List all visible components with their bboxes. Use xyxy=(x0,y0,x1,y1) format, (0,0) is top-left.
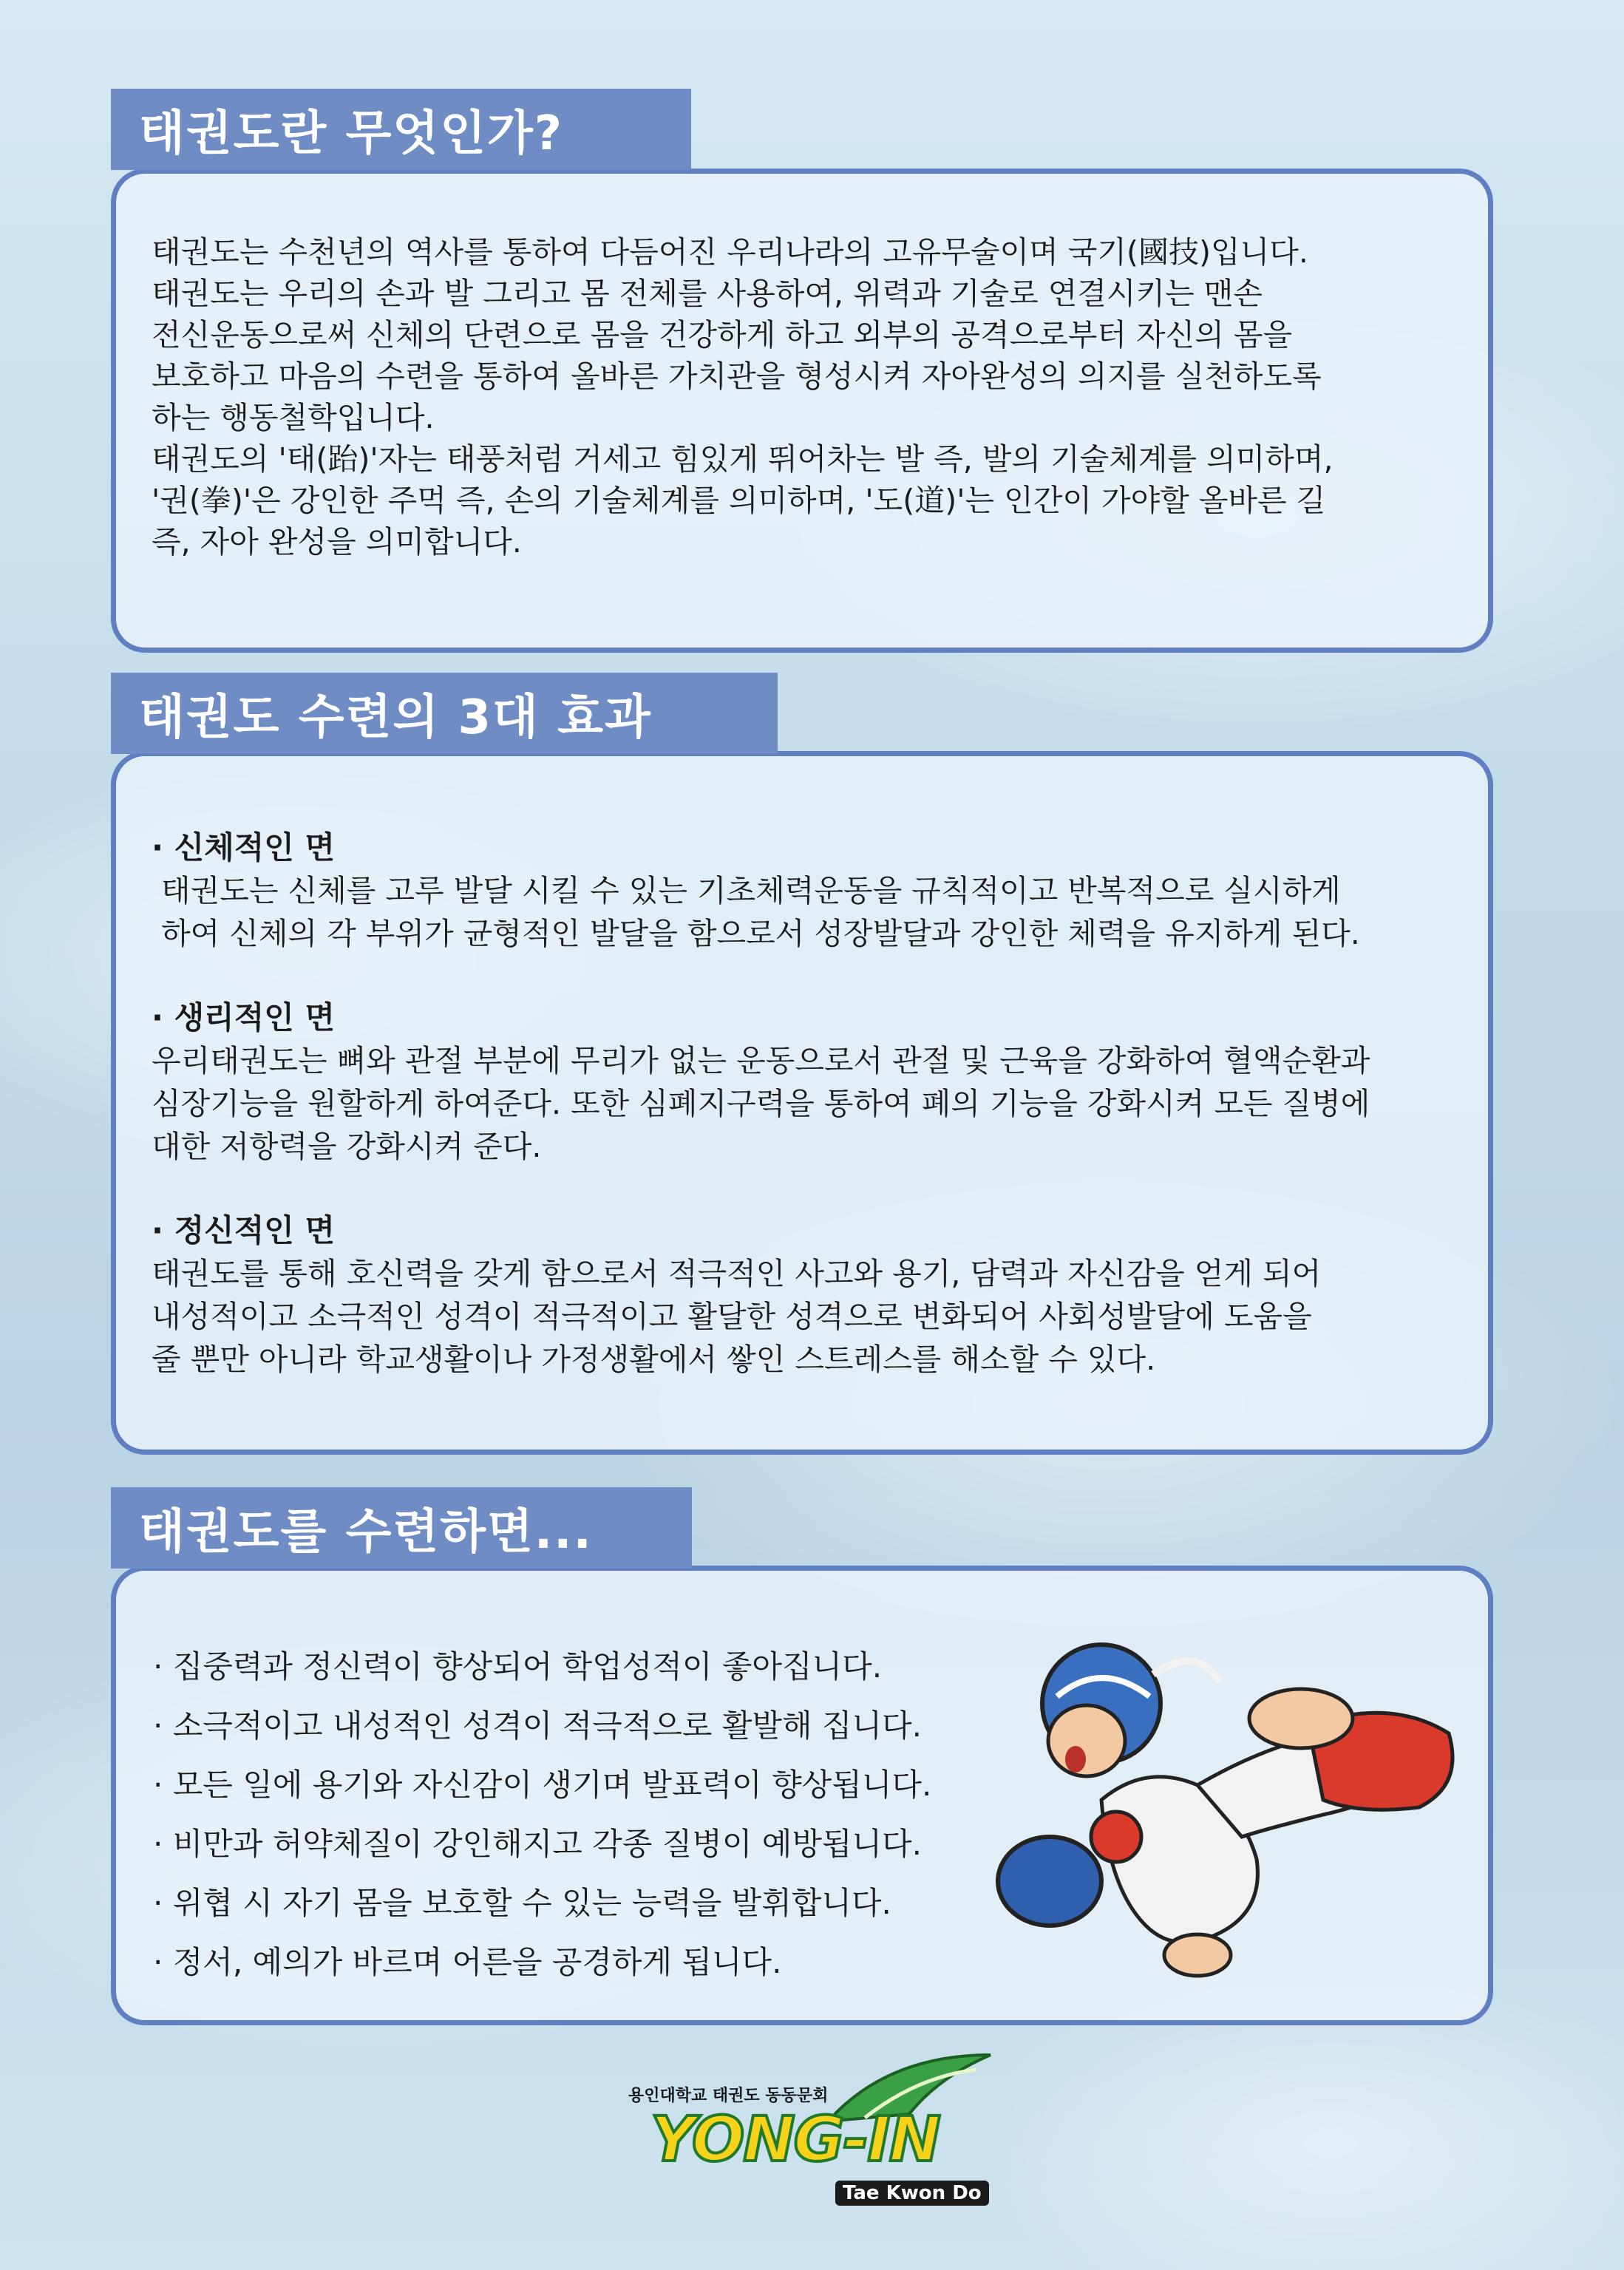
benefit-item: · 모든 일에 용기와 자신감이 생기며 발표력이 향상됩니다. xyxy=(153,1767,932,1803)
logo-caption: 용인대학교 태권도 동동문회 xyxy=(628,2087,829,2105)
section-box-three-effects xyxy=(111,751,1493,1455)
body-line: 전신운동으로써 신체의 단련으로 몸을 건강하게 하고 외부의 공격으로부터 자신의 몸을 xyxy=(152,317,1293,353)
body-line: 태권도를 통해 호신력을 갖게 함으로서 적극적인 사고와 용기, 담력과 자신감을 얻게 되어 xyxy=(152,1256,1322,1291)
body-line: 심장기능을 원할하게 하여준다. 또한 심폐지구력을 통하여 폐의 기능을 강화시켜 모든 질병에 xyxy=(152,1086,1370,1121)
body-line: 하는 행동철학입니다. xyxy=(152,400,435,435)
body-line: 태권도는 우리의 손과 발 그리고 몸 전체를 사용하여, 위력과 기술로 연결시키는 맨손 xyxy=(152,276,1263,311)
body-line: 대한 저항력을 강화시켜 준다. xyxy=(152,1129,542,1164)
body-line: 우리태권도는 뼈와 관절 부분에 무리가 없는 운동으로서 관절 및 근육을 강화하여 혈액순환과 xyxy=(152,1043,1370,1078)
section-title-tab xyxy=(111,1487,692,1569)
body-line: 보호하고 마음의 수련을 통하여 올바른 가치관을 형성시켜 자아완성의 의지를 실천하도록 xyxy=(152,358,1322,394)
logo-wordmark: YONG-IN xyxy=(650,2103,940,2175)
effect-heading-physiological: · 생리적인 면 xyxy=(152,999,336,1036)
section-title-tab xyxy=(111,673,778,754)
benefit-item: · 비만과 허약체질이 강인해지고 각종 질병이 예방됩니다. xyxy=(153,1826,922,1862)
body-line: '권(拳)'은 강인한 주먹 즉, 손의 기술체계를 의미하며, '도(道)'는 인간이 가야할 올바른 길 xyxy=(152,483,1326,518)
body-line: 태권도는 수천년의 역사를 통하여 다듬어진 우리나라의 고유무술이며 국기(國技)입니다. xyxy=(152,234,1308,270)
taekwondo-fighter-illustration xyxy=(976,1615,1493,1985)
effect-heading-physical: · 신체적인 면 xyxy=(152,829,336,866)
benefit-item: · 위협 시 자기 몸을 보호할 수 있는 능력을 발휘합니다. xyxy=(153,1885,891,1921)
club-logo xyxy=(621,2048,1005,2225)
body-line: 태권도의 '태(跆)'자는 태풍처럼 거세고 힘있게 뛰어차는 발 즉, 발의 기술체계를 의미하며, xyxy=(152,441,1333,477)
section-box-what-is-taekwondo xyxy=(111,169,1493,653)
effect-heading-mental: · 정신적인 면 xyxy=(152,1212,336,1248)
body-line: 즉, 자아 완성을 의미합니다. xyxy=(152,524,522,560)
section-title: 태권도를 수련하면... xyxy=(139,1505,593,1560)
benefit-item: · 소극적이고 내성적인 성격이 적극적으로 활발해 집니다. xyxy=(153,1707,922,1744)
body-line: 태권도는 신체를 고루 발달 시킬 수 있는 기초체력운동을 규칙적이고 반복적으로 실시하게 xyxy=(152,873,1341,908)
section-title: 태권도 수련의 3대 효과 xyxy=(139,690,652,745)
logo-tagline: Tae Kwon Do xyxy=(835,2181,989,2206)
benefit-item: · 집중력과 정신력이 향상되어 학업성적이 좋아집니다. xyxy=(153,1648,883,1685)
section-title: 태권도란 무엇인가? xyxy=(139,106,563,161)
body-line: 내성적이고 소극적인 성격이 적극적이고 활달한 성격으로 변화되어 사회성발달에 도움을 xyxy=(152,1299,1312,1334)
section-title-tab xyxy=(111,89,691,170)
benefit-item: · 정서, 예의가 바르며 어른을 공경하게 됩니다. xyxy=(153,1944,782,1980)
body-line: 하여 신체의 각 부위가 균형적인 발달을 함으로서 성장발달과 강인한 체력을 유지하게 된다. xyxy=(152,916,1360,951)
body-line: 줄 뿐만 아니라 학교생활이나 가정생활에서 쌓인 스트레스를 해소할 수 있다. xyxy=(152,1342,1156,1377)
